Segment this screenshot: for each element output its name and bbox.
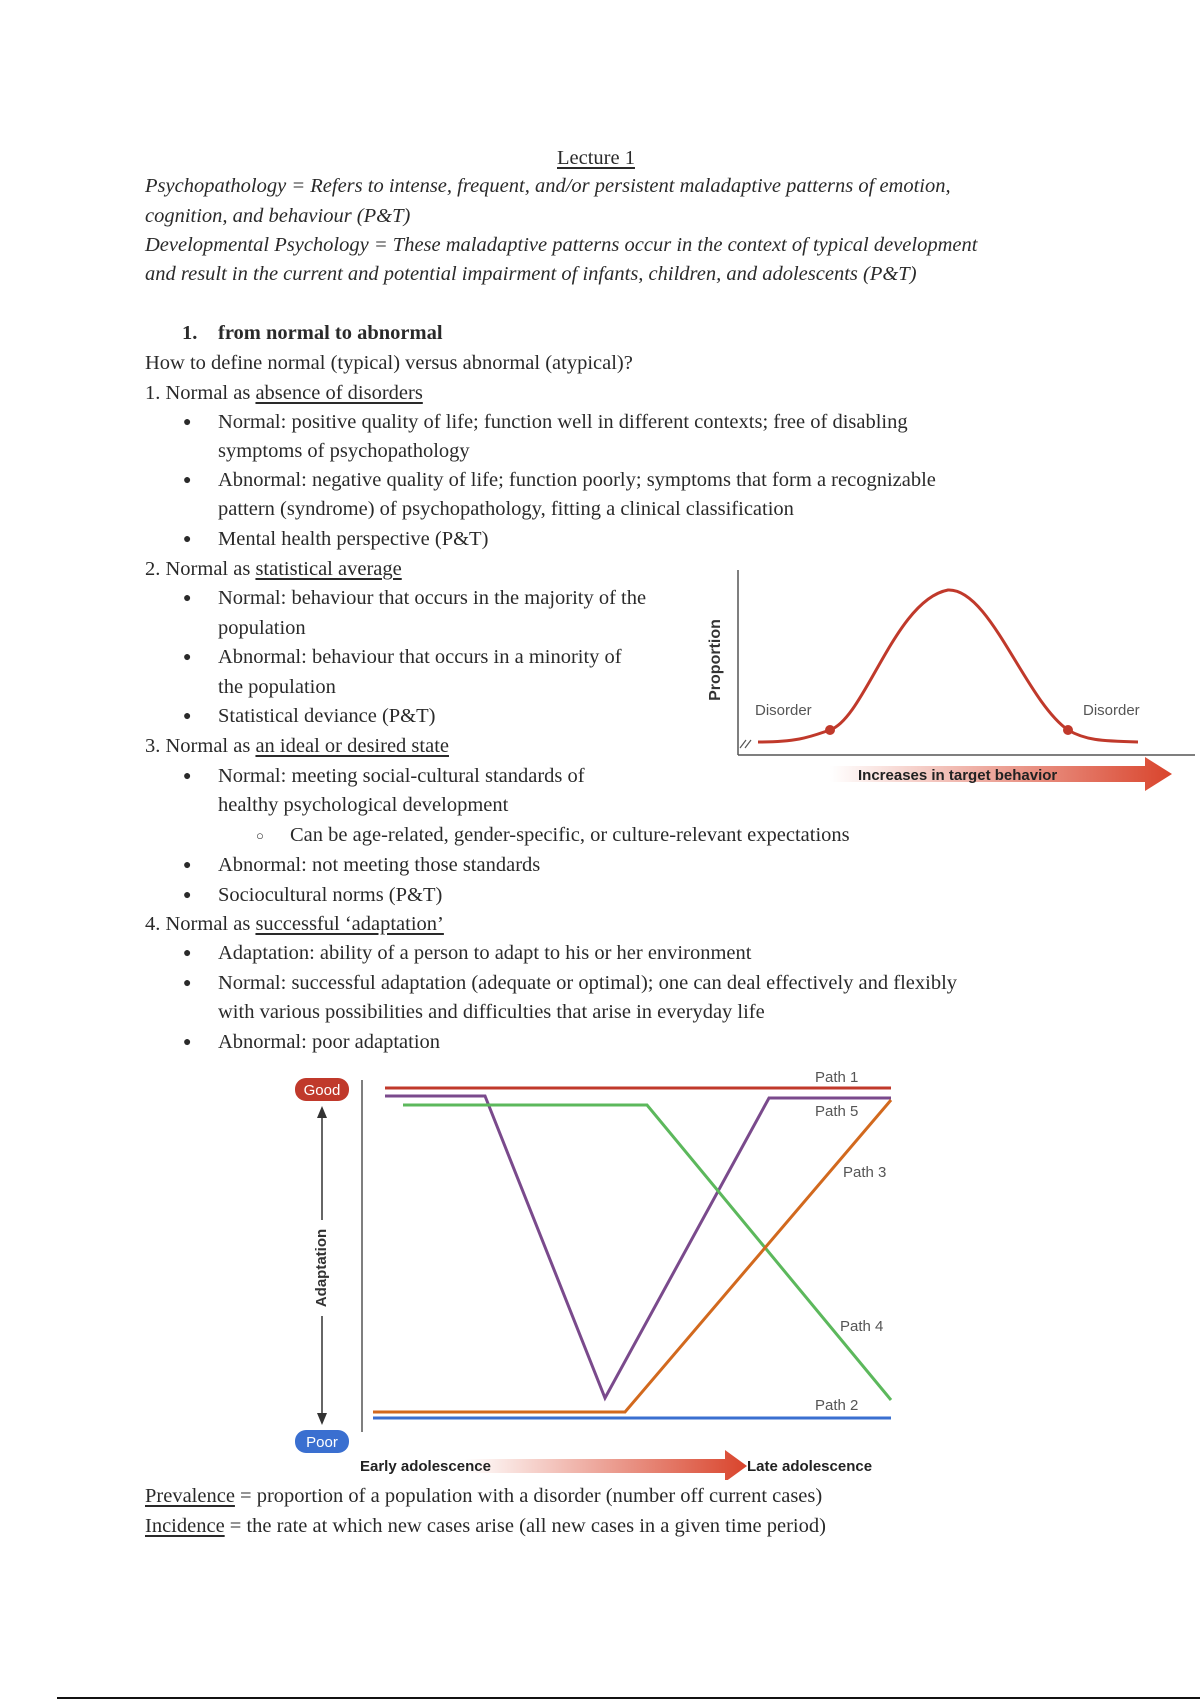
poor-label: Poor bbox=[306, 1434, 338, 1451]
criterion-2-heading bbox=[145, 556, 402, 583]
adaptation-paths-figure bbox=[285, 1060, 905, 1480]
distribution-curve bbox=[758, 590, 1138, 742]
criterion-2-bullet-1-line1: Normal: behaviour that occurs in the majority of the bbox=[218, 587, 647, 609]
criterion-1-bullet-1-line1: Normal: positive quality of life; function well in different contexts; free of disabling bbox=[218, 411, 908, 433]
distribution-figure bbox=[690, 560, 1200, 800]
prevalence-definition bbox=[145, 1483, 822, 1510]
criterion-3-bullet-2: Abnormal: not meeting those standards bbox=[218, 854, 541, 876]
distribution-x-label: Increases in target behavior bbox=[858, 767, 1058, 784]
criterion-2-bullet-1-line2: population bbox=[218, 617, 306, 639]
path-1-label: Path 1 bbox=[815, 1069, 859, 1086]
paths-x-end-label: Late adolescence bbox=[747, 1458, 873, 1475]
criterion-1-term: absence of disorders bbox=[255, 382, 423, 404]
definition-developmental-line2: and result in the current and potential impairment of infants, children, and adolescents (P&T) bbox=[145, 263, 917, 285]
axis-break-mark bbox=[740, 740, 751, 748]
question-text: How to define normal (typical) versus abnormal (atypical)? bbox=[145, 352, 633, 374]
criterion-2-bullet-2-line1: Abnormal: behaviour that occurs in a minority of bbox=[218, 646, 622, 668]
definition-developmental-line1: Developmental Psychology = These maladaptive patterns occur in the context of typical development bbox=[145, 234, 978, 256]
definition-psychopathology-line1: Psychopathology = Refers to intense, frequent, and/or persistent maladaptive patterns of emotion, bbox=[145, 175, 951, 197]
bullet-dot: ● bbox=[183, 946, 192, 961]
section-heading: from normal to abnormal bbox=[218, 322, 443, 344]
criterion-4-term: successful ‘adaptation’ bbox=[255, 913, 444, 935]
distribution-right-label: Disorder bbox=[1083, 702, 1140, 719]
criterion-2-bullet-3: Statistical deviance (P&T) bbox=[218, 705, 436, 727]
definition-psychopathology-line2: cognition, and behaviour (P&T) bbox=[145, 205, 411, 227]
bullet-dot: ● bbox=[183, 769, 192, 784]
path-5-line bbox=[385, 1096, 891, 1398]
good-label: Good bbox=[303, 1082, 341, 1099]
criterion-1-bullet-1-line2: symptoms of psychopathology bbox=[218, 440, 470, 462]
incidence-text: = the rate at which new cases arise (all new cases in a given time period) bbox=[224, 1515, 826, 1537]
distribution-right-cutoff-point bbox=[1063, 725, 1073, 735]
bullet-dot: ● bbox=[183, 1035, 192, 1050]
prevalence-text: = proportion of a population with a disorder (number off current cases) bbox=[234, 1485, 823, 1507]
criterion-1-heading bbox=[145, 380, 423, 407]
distribution-y-label: Proportion bbox=[707, 619, 724, 701]
criterion-3-bullet-1-line2: healthy psychological development bbox=[218, 794, 509, 816]
criterion-4-heading bbox=[145, 911, 444, 938]
criterion-3-bullet-1-line1: Normal: meeting social-cultural standards of bbox=[218, 765, 585, 787]
paths-x-start-label: Early adolescence bbox=[360, 1458, 491, 1475]
criterion-4-prefix: 4. Normal as bbox=[145, 913, 256, 935]
path-2-label: Path 2 bbox=[815, 1397, 859, 1414]
criterion-1-bullet-3: Mental health perspective (P&T) bbox=[218, 528, 489, 550]
bullet-dot: ● bbox=[183, 591, 192, 606]
criterion-3-subbullet: Can be age-related, gender-specific, or culture-relevant expectations bbox=[290, 824, 850, 846]
bullet-dot: ● bbox=[183, 650, 192, 665]
criterion-3-prefix: 3. Normal as bbox=[145, 735, 256, 757]
bullet-dot: ● bbox=[183, 976, 192, 991]
distribution-left-label: Disorder bbox=[755, 702, 812, 719]
path-5-label: Path 5 bbox=[815, 1103, 859, 1120]
incidence-term: Incidence bbox=[145, 1515, 225, 1537]
criterion-3-heading bbox=[145, 733, 449, 760]
paths-y-label: Adaptation bbox=[313, 1228, 330, 1308]
section-number: 1. bbox=[182, 322, 198, 344]
criterion-2-bullet-2-line2: the population bbox=[218, 676, 336, 698]
criterion-4-bullet-2-line2: with various possibilities and difficulties that arise in everyday life bbox=[218, 1001, 765, 1023]
prevalence-term: Prevalence bbox=[145, 1485, 235, 1507]
bullet-dot: ● bbox=[183, 532, 192, 547]
subbullet-circle: ○ bbox=[256, 828, 264, 843]
path-4-label: Path 4 bbox=[840, 1318, 884, 1335]
incidence-definition bbox=[145, 1513, 826, 1540]
path-3-line bbox=[373, 1100, 891, 1412]
criterion-2-term: statistical average bbox=[255, 558, 402, 580]
bullet-dot: ● bbox=[183, 415, 192, 430]
path-3-label: Path 3 bbox=[843, 1164, 887, 1181]
paths-x-arrow bbox=[465, 1450, 747, 1480]
down-arrow-head bbox=[317, 1413, 327, 1425]
criterion-4-bullet-3: Abnormal: poor adaptation bbox=[218, 1031, 441, 1053]
bullet-dot: ● bbox=[183, 709, 192, 724]
criterion-2-prefix: 2. Normal as bbox=[145, 558, 256, 580]
criterion-1-prefix: 1. Normal as bbox=[145, 382, 256, 404]
page-bottom-rule bbox=[57, 1697, 1200, 1699]
bullet-dot: ● bbox=[183, 888, 192, 903]
criterion-4-bullet-2-line1: Normal: successful adaptation (adequate or optimal); one can deal effectively and flexibly bbox=[218, 972, 958, 994]
up-arrow-head bbox=[317, 1106, 327, 1118]
criterion-3-bullet-3: Sociocultural norms (P&T) bbox=[218, 884, 443, 906]
distribution-left-cutoff-point bbox=[825, 725, 835, 735]
criterion-1-bullet-2-line1: Abnormal: negative quality of life; function poorly; symptoms that form a recognizable bbox=[218, 469, 936, 491]
bullet-dot: ● bbox=[183, 858, 192, 873]
criterion-3-term: an ideal or desired state bbox=[255, 735, 449, 757]
criterion-4-bullet-1: Adaptation: ability of a person to adapt to his or her environment bbox=[218, 942, 752, 964]
page-title: Lecture 1 bbox=[557, 147, 635, 169]
path-4-line bbox=[403, 1105, 891, 1400]
bullet-dot: ● bbox=[183, 473, 192, 488]
criterion-1-bullet-2-line2: pattern (syndrome) of psychopathology, fitting a clinical classification bbox=[218, 498, 794, 520]
